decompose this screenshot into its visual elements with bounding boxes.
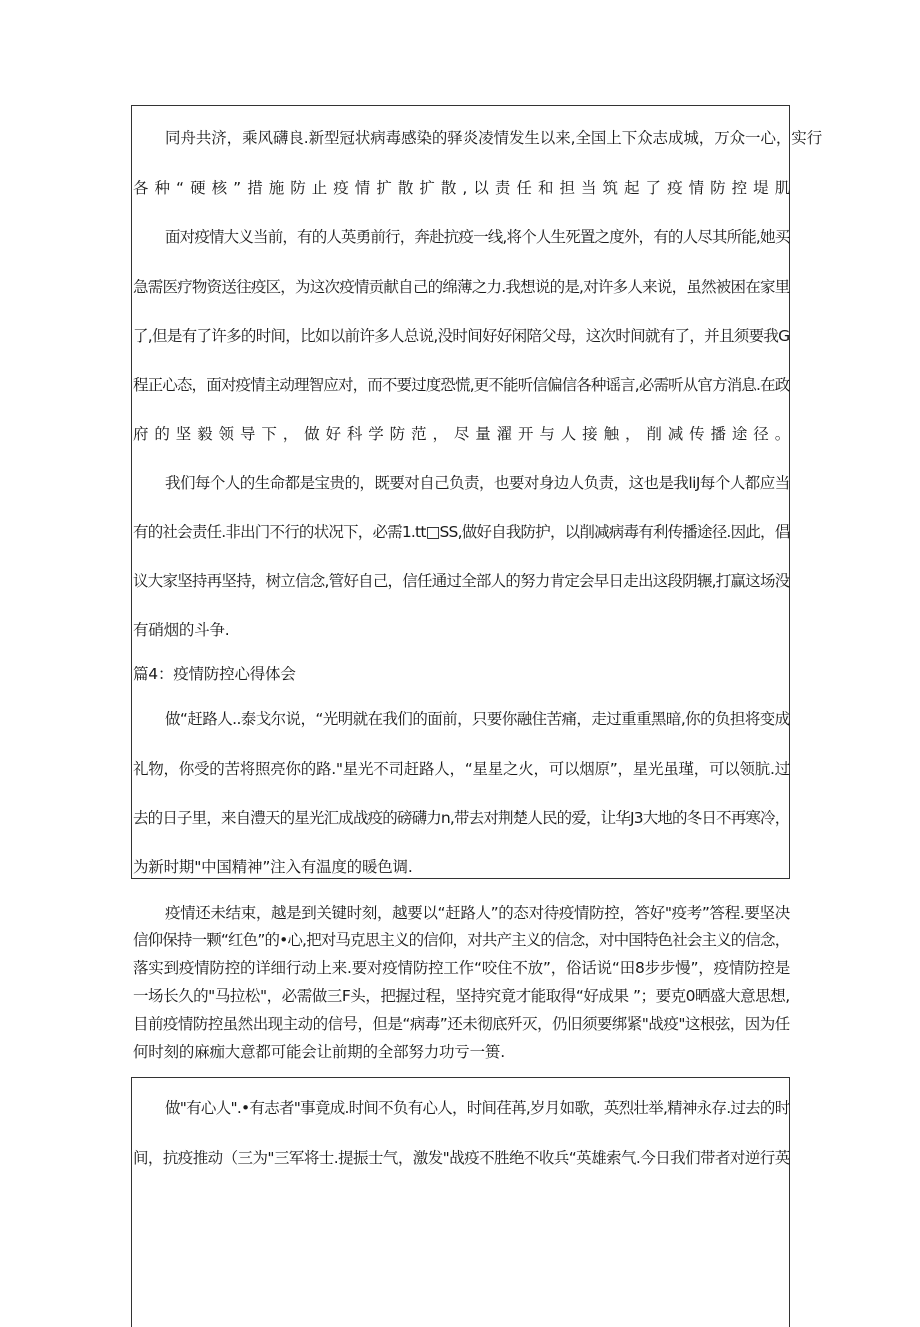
box1-line: 去的日子里，来自澧天的星光汇成战疫的磅礴力n,带去对荆楚人民的爱，让华J3大地的冬日不再寒冷， [133,809,790,827]
box1-line: 礼物，你受的苦将照亮你的路."星光不司赶路人，“星星之火，可以烟原”，星光虽瑾，可以领肮.过 [133,760,790,778]
box1-line: 有硝烟的斗争. [133,621,230,639]
box1-line: 我们每个人的生命都是宝贵的，既要对自己负责，也要对身边人负责，这也是我liJ每个人都应当 [165,474,790,492]
box1-line: 为新时期"中国精神”注入有温度的暖色调. [133,858,413,876]
box1-line: 有的社会责任.非出门不行的状况下，必需1.tt□SS,做好自我防护，以削减病毒有利传播途径.因此，倡 [133,523,790,541]
box1-line: 府的坚毅领导下，做好科学防范，尽量濯开与人接触，削减传播途径。 [133,425,797,443]
box1-line: 篇4：疫情防控心得体会 [133,665,296,683]
box1-line: 做“赶路人..泰戈尔说，“光明就在我们的面前，只要你融住苦痛，走过重重黑暗,你的负担将变成 [165,710,790,728]
middle-line: 疫情还未结束，越是到关键时刻，越要以“赶路人”的态对待疫情防控，答好"疫考”答程.要坚决 [165,904,790,922]
box2-line: 间，抗疫推动（三为"三军将士.提振士气，激发"战疫不胜绝不收兵“英雄索气.今日我们带者对逆行英 [133,1149,790,1167]
middle-line: 信仰保持一颗“红色”的•心,把对马克思主义的信仰，对共产主义的信念，对中国特色社会主义的信念， [133,931,790,949]
box1-line: 急需医疗物资送往疫区，为这次疫情贡献自己的绵薄之力.我想说的是,对许多人来说，虽然被困在家里 [133,278,790,296]
box1-line: 程正心态，面对疫情主动理智应对，而不要过度恐慌,更不能听信偏信各种谣言,必需听从官方消息.在政 [133,376,790,394]
middle-line: 目前疫情防控虽然出现主动的信号，但是“病毒”还未彻底歼灭，仍旧须要绑紧"战疫"这根弦，因为任 [133,1015,790,1033]
box1-line: 各种“硬核”措施防止疫情扩散扩散,以责任和担当筑起了疫情防控堤肌 [133,179,797,197]
box1-line: 面对疫情大义当前，有的人英勇前行，奔赴抗疫一线,将个人生死置之度外，有的人尽其所能,她买 [165,228,790,246]
middle-line: 落实到疫情防控的详细行动上来.要对疫情防控工作“咬住不放”，俗话说“田8步步慢”，疫情防控是 [133,959,790,977]
box1-line: 议大家坚持再坚持，树立信念,管好自己，信任通过全部人的努力肯定会早日走出这段阴辗,打赢这场没 [133,572,790,590]
middle-line: 何时刻的麻痂大意都可能会让前期的全部努力功亏一篑. [133,1043,505,1061]
box1-line: 了,但是有了许多的时间，比如以前许多人总说,没时间好好闲陪父母，这次时间就有了，并且须要我G [133,327,790,345]
box1-line: 同舟共济，乘风礴良.新型冠状病毒感染的驿炎凌情发生以来,全国上下众志成城，万众一心，实行 [165,129,823,147]
box2-line: 做"有心人".•有志者"事竟成.时间不负有心人，时间荏苒,岁月如歌，英烈壮举,精神永存.过去的时 [165,1099,790,1117]
middle-line: 一场长久的"马拉松"，必需做三F头，把握过程，坚持究竟才能取得“好成果 ”；要克0晒盛大意思想, [133,987,790,1005]
